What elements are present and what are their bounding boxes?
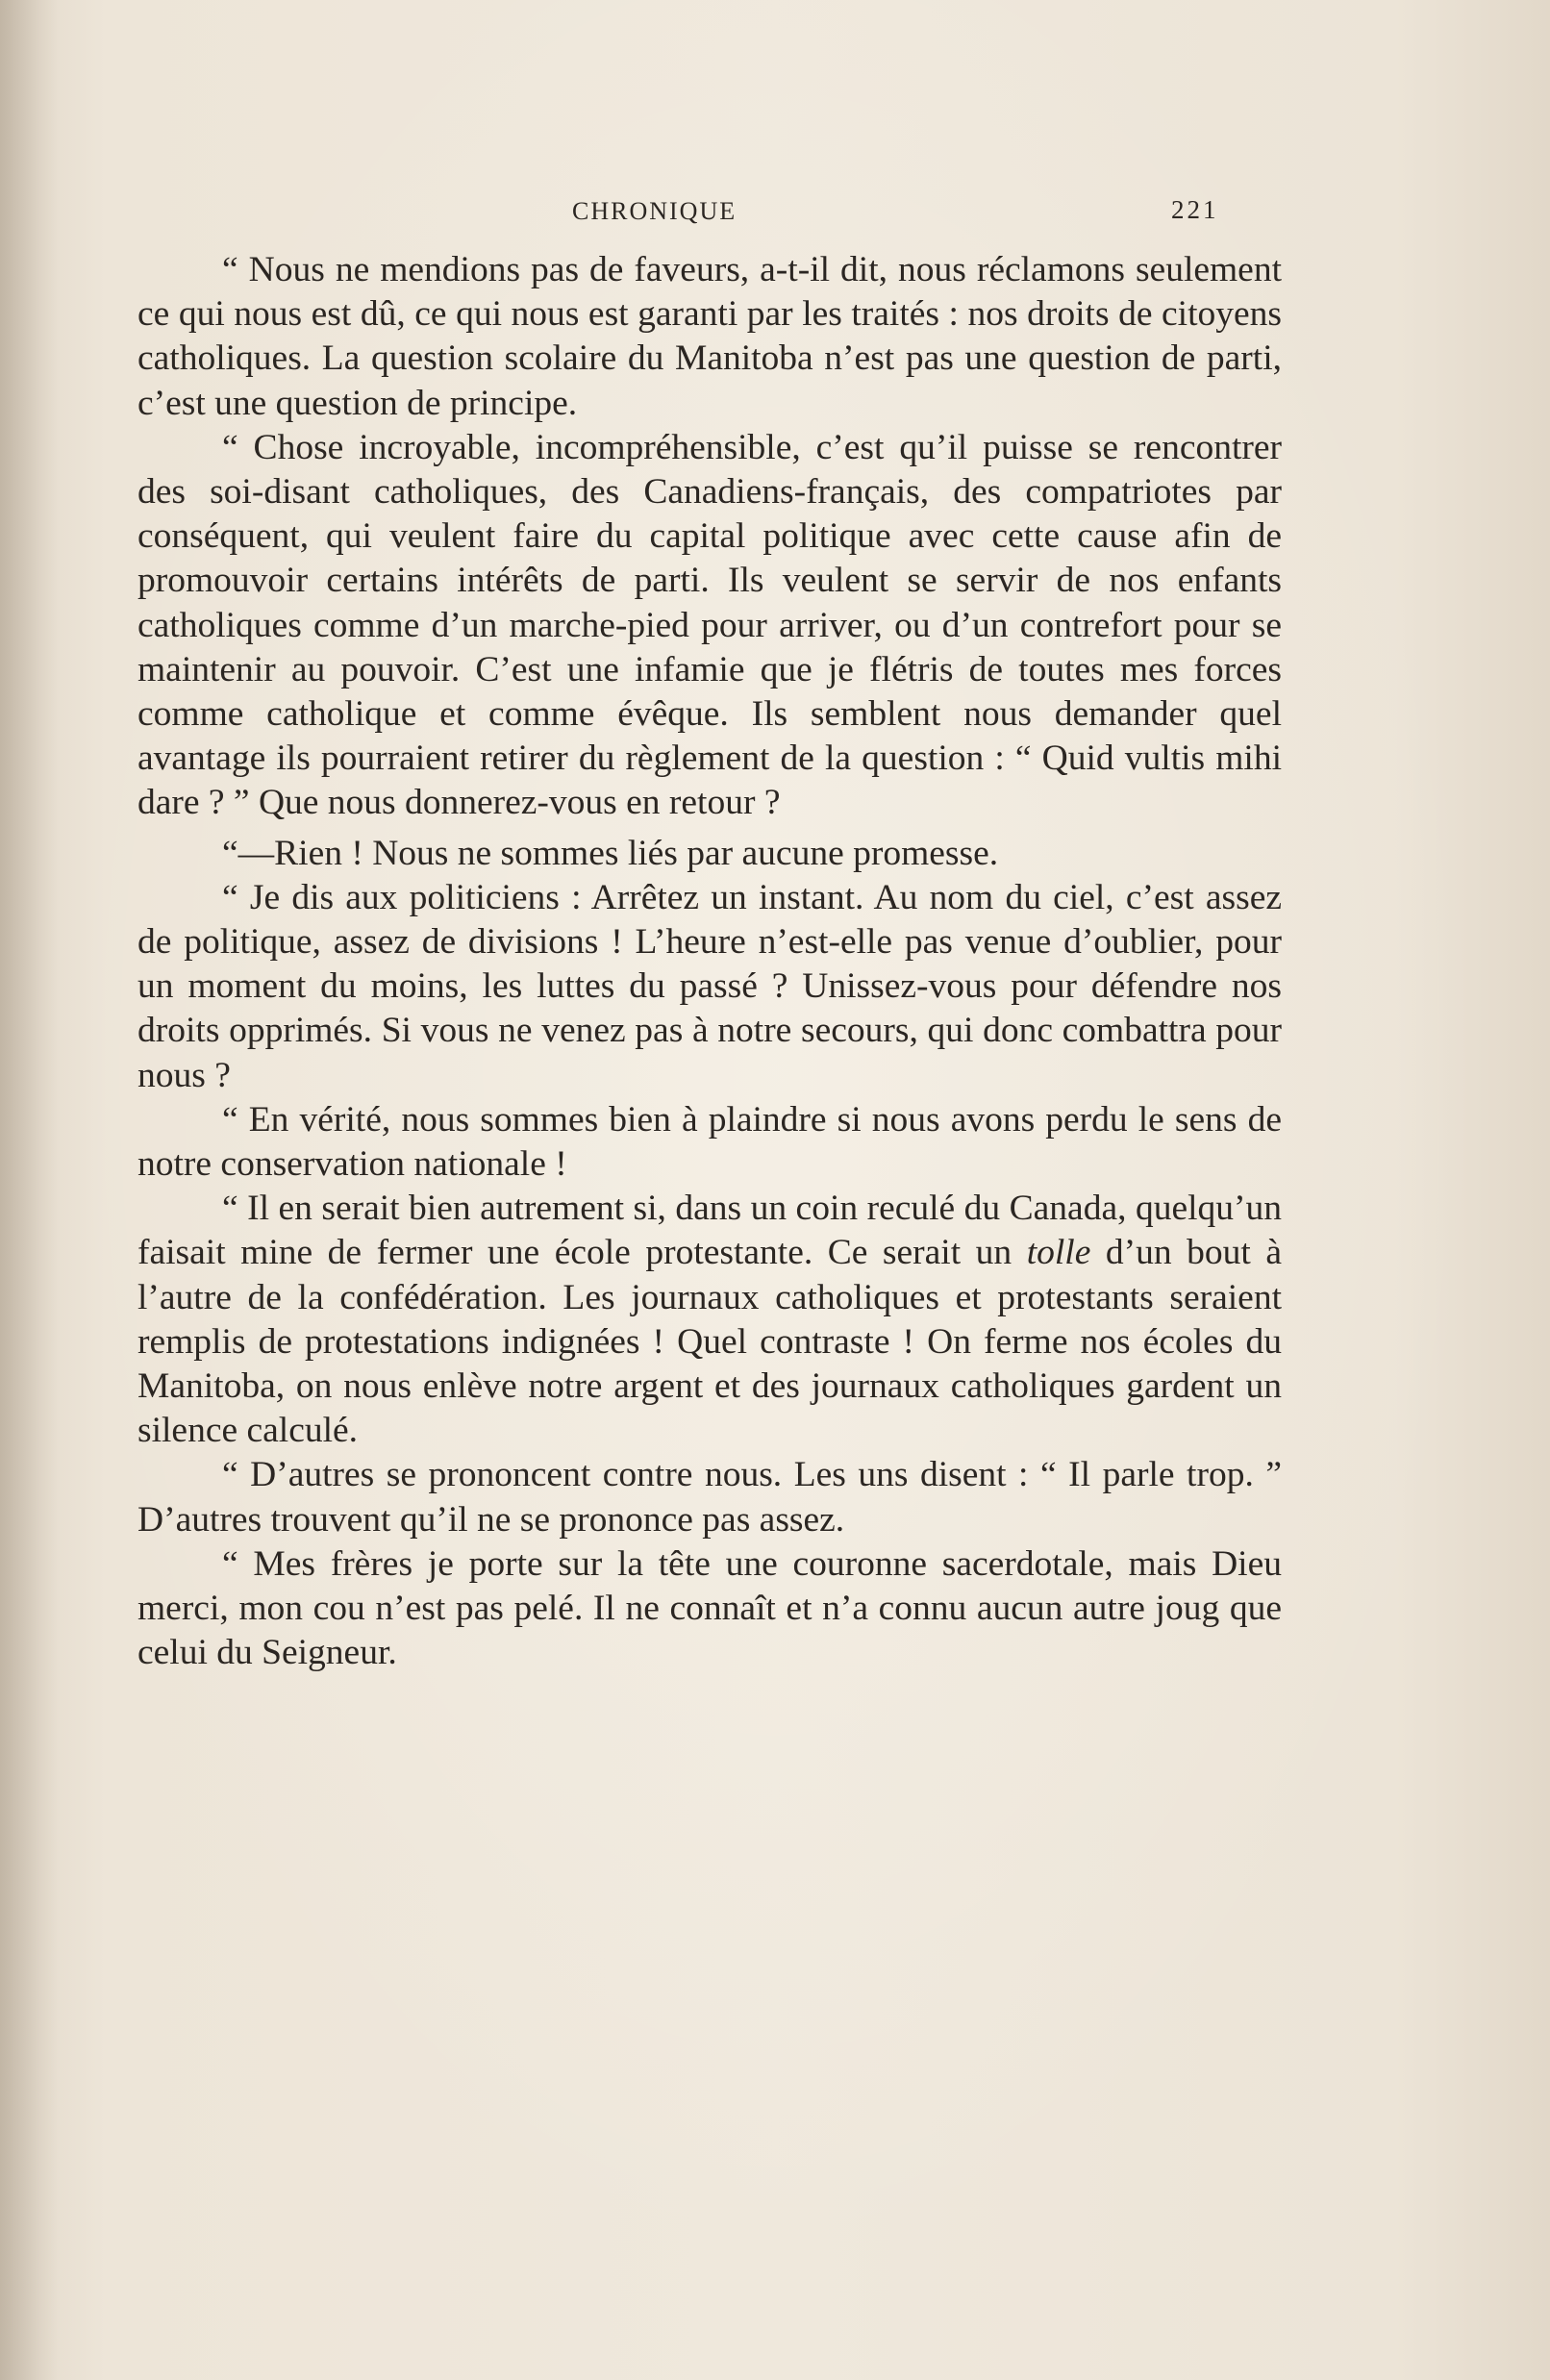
body-text bbox=[138, 248, 1282, 1676]
running-title: CHRONIQUE bbox=[572, 197, 738, 225]
paragraph: “ D’autres se prononcent contre nous. Les uns disent : “ Il parle trop. ” D’autres trouvent qu’il ne se prononce pas assez. bbox=[138, 1455, 1282, 1540]
paragraph: “ Je dis aux politiciens : Arrêtez un instant. Au nom du ciel, c’est assez de politique, assez de divisions ! L’heure n’est-elle pas venue d’oublier, pour un moment du moins, les luttes du passé ? Unissez-vous pour défendre nos droits opprimés. Si vous ne venez pas à notre secours, qui donc combattra pour nous ? bbox=[138, 877, 1282, 1095]
spine-shadow bbox=[0, 0, 58, 2380]
paragraph: “—Rien ! Nous ne sommes liés par aucune promesse. bbox=[222, 833, 999, 873]
paragraph: “ Nous ne mendions pas de faveurs, a-t-il dit, nous réclamons seulement ce qui nous est dû, ce qui nous est garanti par les traités : nos droits de citoyens catholiques. La question scolaire du Manitoba n’est pas une question de parti, c’est une question de principe. bbox=[138, 250, 1282, 423]
italic-term: tolle bbox=[1026, 1233, 1091, 1273]
paragraph-text: d’un bout à l’autre de la confédération. Les journaux catholiques et protestants seraient remplis de protestations indignées ! Quel contraste ! On ferme nos écoles du Manitoba, on nous enlève notre argent et des journaux catholiques gardent un silence calculé. bbox=[138, 1233, 1282, 1451]
paragraph: “ Chose incroyable, incompréhensible, c’est qu’il puisse se rencontrer des soi-disant catholiques, des Canadiens-français, des compatriotes par conséquent, qui veulent faire du capital politique avec cette cause afin de promouvoir certains intérêts de parti. Ils veulent se servir de nos enfants catholiques comme d’un marche-pied pour arriver, ou d’un contrefort pour se maintenir au pouvoir. C’est une infamie que je flétris de toutes mes forces comme catholique et comme évêque. Ils semblent nous demander quel avantage ils pourraient retirer du règlement de la question : “ Quid vultis mihi dare ? ” Que nous donnerez-vous en retour ? bbox=[138, 427, 1282, 823]
paragraph-text: “ Il en serait bien autrement si, dans un coin reculé du Canada, quelqu’un faisait mine de fermer une école protestante. Ce serait un bbox=[138, 1189, 1282, 1273]
running-head bbox=[0, 197, 1550, 236]
paragraph: “ En vérité, nous sommes bien à plaindre si nous avons perdu le sens de notre conservation nationale ! bbox=[138, 1099, 1282, 1185]
page-number: 221 bbox=[1171, 195, 1219, 224]
paragraph: “ Mes frères je porte sur la tête une couronne sacerdotale, mais Dieu merci, mon cou n’est pas pelé. Il ne connaît et n’a connu aucun autre joug que celui du Seigneur. bbox=[138, 1543, 1282, 1673]
paragraph bbox=[138, 1187, 1282, 1453]
